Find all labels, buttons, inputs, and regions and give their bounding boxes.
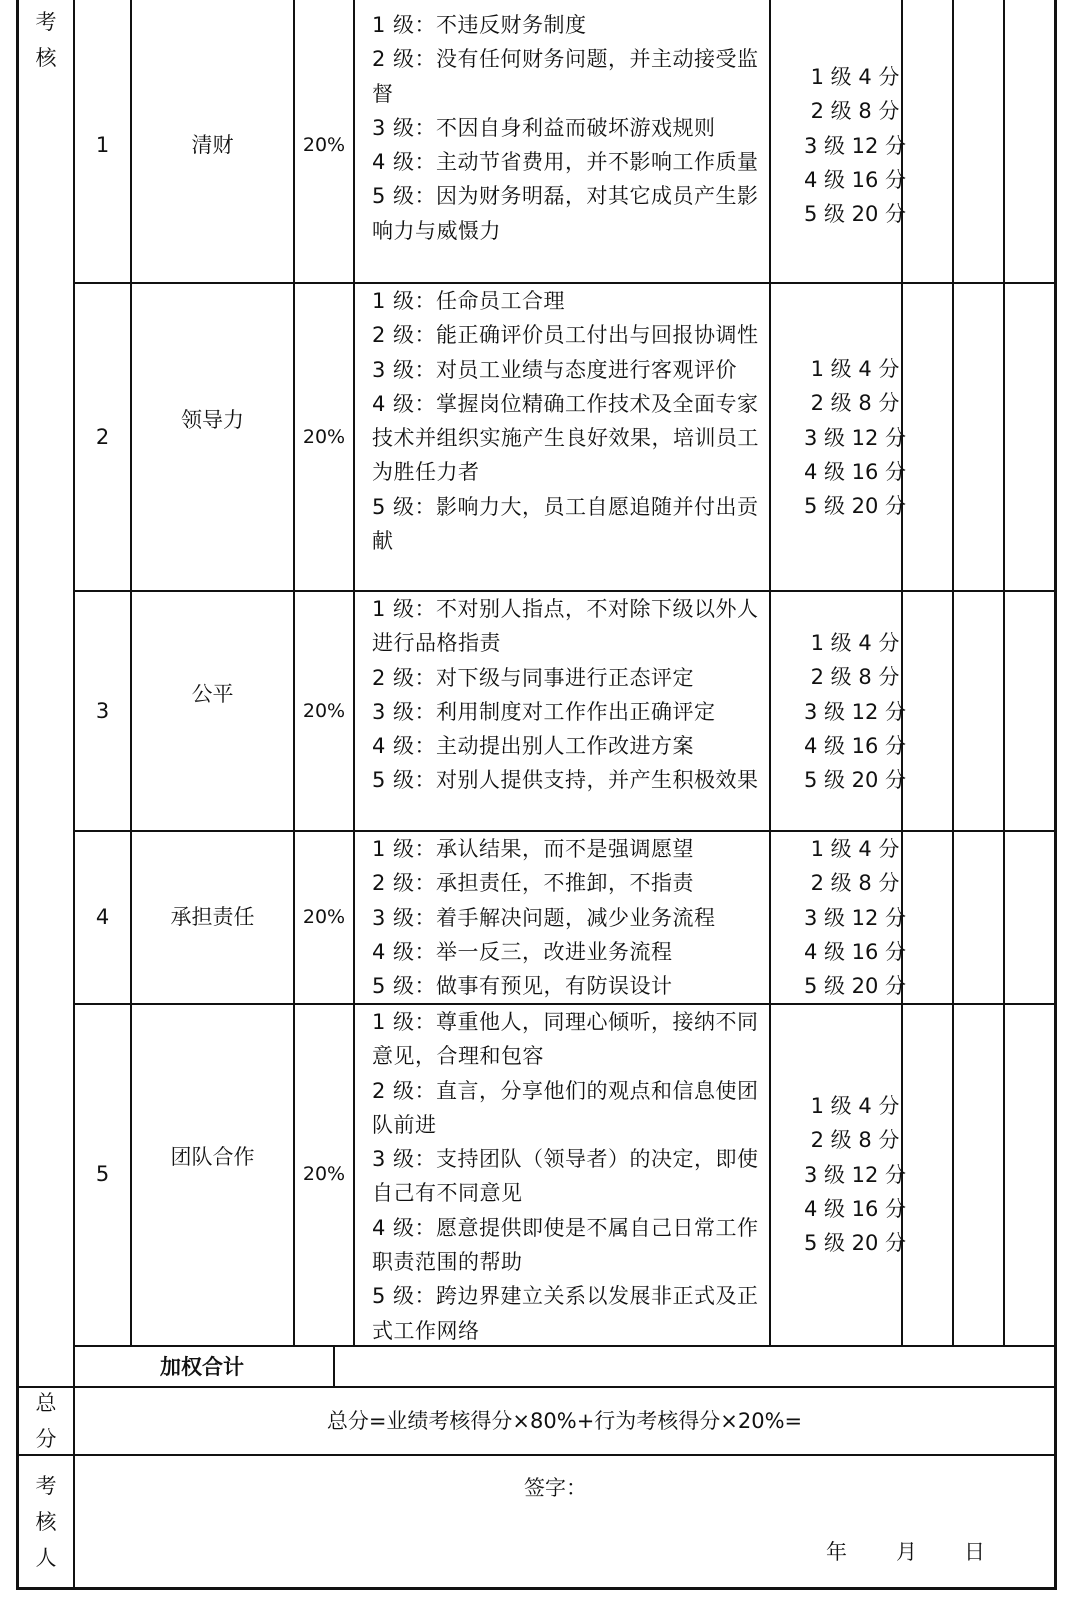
criterion-2: 2 级：没有任何财务问题，并主动接受监督 bbox=[372, 47, 759, 106]
border-right bbox=[1054, 0, 1057, 1590]
criterion-1: 1 级：承认结果，而不是强调愿望 bbox=[372, 837, 695, 861]
row-4-weight: 20% bbox=[302, 906, 346, 928]
row-2-scores bbox=[785, 352, 925, 523]
row-4-criteria bbox=[372, 832, 772, 1003]
score-2: 2 级 8 分 bbox=[810, 391, 900, 416]
divider-col-g bbox=[952, 0, 954, 1347]
score-3: 3 级 12 分 bbox=[803, 905, 907, 930]
divider-col-c bbox=[293, 0, 295, 1347]
row-5-number: 5 bbox=[95, 1162, 110, 1186]
score-3: 3 级 12 分 bbox=[803, 133, 907, 158]
row-3-weight: 20% bbox=[302, 700, 346, 722]
score-3: 3 级 12 分 bbox=[803, 699, 907, 724]
criterion-2: 2 级：直言，分享他们的观点和信息使团队前进 bbox=[372, 1078, 759, 1137]
side-label-total: 总 分 bbox=[35, 1391, 57, 1451]
total-formula: 总分=业绩考核得分×80%+行为考核得分×20%= bbox=[326, 1409, 803, 1433]
score-4: 4 级 16 分 bbox=[803, 733, 907, 758]
criterion-3: 3 级：着手解决问题，减少业务流程 bbox=[372, 905, 716, 930]
row-divider-6 bbox=[16, 1386, 1056, 1388]
row-4-number: 4 bbox=[95, 905, 110, 929]
criterion-2: 2 级：能正确评价员工付出与回报协调性 bbox=[372, 323, 759, 348]
score-3: 3 级 12 分 bbox=[803, 1162, 907, 1187]
criterion-4: 4 级：主动节省费用，并不影响工作质量 bbox=[372, 150, 759, 175]
row-3-item: 公平 bbox=[191, 682, 234, 706]
score-4: 4 级 16 分 bbox=[803, 167, 907, 192]
score-3: 3 级 12 分 bbox=[803, 425, 907, 450]
criterion-1: 1 级：尊重他人，同理心倾听，接纳不同意见，合理和包容 bbox=[372, 1010, 759, 1069]
row-2-number: 2 bbox=[95, 425, 110, 449]
date-month: 月 bbox=[896, 1540, 917, 1564]
score-4: 4 级 16 分 bbox=[803, 1196, 907, 1221]
score-1: 1 级 4 分 bbox=[810, 631, 900, 655]
row-5-weight: 20% bbox=[302, 1163, 346, 1185]
criterion-1: 1 级：不违反财务制度 bbox=[372, 13, 587, 37]
divider-col-d bbox=[353, 0, 355, 1347]
criterion-4: 4 级：掌握岗位精确工作技术及全面专家技术并组织实施产生良好效果，培训员工为胜任力者 bbox=[372, 391, 759, 485]
criterion-5: 5 级：对别人提供支持，并产生积极效果 bbox=[372, 768, 759, 793]
row-3-criteria bbox=[372, 592, 772, 798]
row-3-scores bbox=[785, 626, 925, 797]
criterion-5: 5 级：做事有预见，有防误设计 bbox=[372, 974, 673, 999]
score-1: 1 级 4 分 bbox=[810, 837, 900, 861]
row-3-number: 3 bbox=[95, 699, 110, 723]
score-4: 4 级 16 分 bbox=[803, 939, 907, 964]
criterion-4: 4 级：举一反三，改进业务流程 bbox=[372, 939, 673, 964]
row-4-item: 承担责任 bbox=[170, 905, 255, 929]
criterion-3: 3 级：支持团队（领导者）的决定，即使自己有不同意见 bbox=[372, 1147, 759, 1206]
criterion-5: 5 级：影响力大，员工自愿追随并付出贡献 bbox=[372, 494, 759, 554]
row-divider-7 bbox=[16, 1454, 1056, 1456]
score-1: 1 级 4 分 bbox=[810, 357, 900, 381]
score-5: 5 级 20 分 bbox=[803, 1231, 907, 1256]
weighted-total-label: 加权合计 bbox=[160, 1355, 244, 1379]
criterion-3: 3 级：对员工业绩与态度进行客观评价 bbox=[372, 357, 738, 382]
row-5-criteria bbox=[372, 1005, 772, 1348]
row-2-item: 领导力 bbox=[181, 408, 244, 432]
criterion-1: 1 级：不对别人指点，不对除下级以外人进行品格指责 bbox=[372, 597, 759, 656]
criterion-1: 1 级：任命员工合理 bbox=[372, 289, 566, 313]
score-2: 2 级 8 分 bbox=[810, 99, 900, 124]
score-2: 2 级 8 分 bbox=[810, 871, 900, 896]
score-1: 1 级 4 分 bbox=[810, 65, 900, 89]
divider-weighted-total bbox=[333, 1347, 335, 1387]
score-4: 4 级 16 分 bbox=[803, 459, 907, 484]
row-2-weight: 20% bbox=[302, 426, 346, 448]
criterion-2: 2 级：对下级与同事进行正态评定 bbox=[372, 665, 695, 690]
date-day: 日 bbox=[964, 1540, 985, 1564]
divider-col-a bbox=[73, 0, 75, 1590]
row-1-number: 1 bbox=[95, 133, 110, 157]
score-5: 5 级 20 分 bbox=[803, 494, 907, 519]
criterion-3: 3 级：不因自身利益而破坏游戏规则 bbox=[372, 115, 716, 140]
side-label-assessor: 考 核 人 bbox=[35, 1473, 57, 1570]
score-1: 1 级 4 分 bbox=[810, 1094, 900, 1118]
signature-label: 签字： bbox=[524, 1476, 587, 1500]
row-1-weight: 20% bbox=[302, 134, 346, 156]
row-5-item: 团队合作 bbox=[170, 1145, 255, 1169]
score-2: 2 级 8 分 bbox=[810, 1128, 900, 1153]
row-4-scores bbox=[785, 832, 925, 1003]
row-1-criteria bbox=[372, 8, 772, 248]
criterion-3: 3 级：利用制度对工作作出正确评定 bbox=[372, 699, 716, 724]
criterion-4: 4 级：愿意提供即使是不属自己日常工作职责范围的帮助 bbox=[372, 1215, 759, 1275]
criterion-5: 5 级：因为财务明磊，对其它成员产生影响力与威慑力 bbox=[372, 184, 759, 243]
border-left bbox=[16, 0, 19, 1590]
criterion-2: 2 级：承担责任，不推卸，不指责 bbox=[372, 871, 695, 896]
date-year: 年 bbox=[826, 1540, 847, 1564]
score-5: 5 级 20 分 bbox=[803, 768, 907, 793]
weighted-total-value bbox=[336, 1350, 1054, 1384]
divider-col-h bbox=[1003, 0, 1005, 1347]
row-1-item: 清财 bbox=[191, 133, 234, 157]
row-5-scores bbox=[785, 1089, 925, 1260]
score-5: 5 级 20 分 bbox=[803, 202, 907, 227]
side-label-assessment: 考 核 bbox=[35, 10, 57, 70]
criterion-5: 5 级：跨边界建立关系以发展非正式及正式工作网络 bbox=[372, 1284, 759, 1343]
row-1-scores bbox=[785, 60, 925, 231]
row-2-criteria bbox=[372, 284, 772, 558]
criterion-4: 4 级：主动提出别人工作改进方案 bbox=[372, 734, 695, 759]
score-5: 5 级 20 分 bbox=[803, 974, 907, 999]
border-bottom bbox=[16, 1587, 1057, 1590]
score-2: 2 级 8 分 bbox=[810, 665, 900, 690]
